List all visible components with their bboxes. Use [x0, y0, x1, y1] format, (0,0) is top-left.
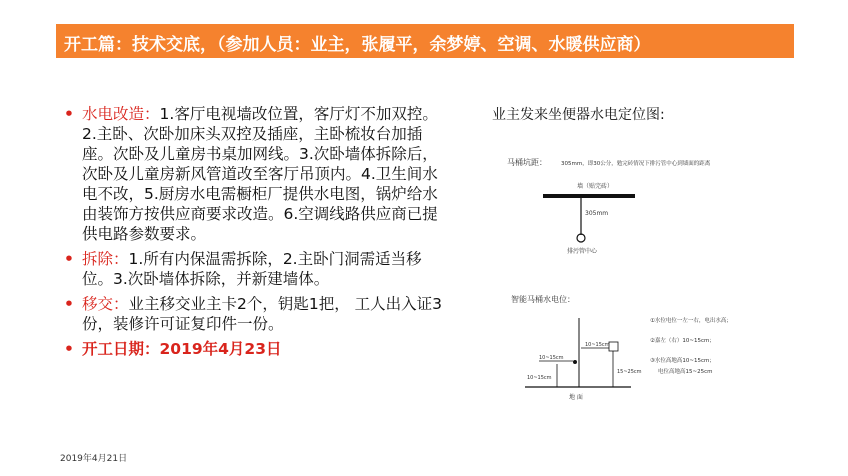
dim-left-lower-label: 10~15cm — [527, 375, 552, 381]
bullet-text: 1.客厅电视墙改位置，客厅灯不加双控。2.主卧、次卧加床头双控及插座，主卧梳妆台加插座。次卧及儿童房书桌加网线。3.次卧墙体拆除后，次卧及儿童房新风管道改至客厅吊顶内。4.卫生间水电不改，5.厨房水电需橱柜厂提供水电图，锅炉给水由装饰方按供应商要求改造。6.空调线路供应商已提供电路参数要求。 — [82, 105, 438, 243]
bullet-dot-icon: • — [64, 295, 74, 313]
toilet-position-diagram — [505, 140, 765, 410]
drain-pipe-icon — [577, 234, 585, 242]
header-bar — [56, 24, 794, 58]
drain-pipe-label: 排污管中心 — [567, 248, 598, 255]
pipe-distance-label: 305mm — [585, 210, 609, 217]
bullet-item-demolition — [64, 249, 444, 289]
start-date-label: 开工日期：2019年4月23日 — [82, 340, 282, 358]
footer-date: 2019年4月21日 — [60, 454, 128, 464]
bullet-item-handover — [64, 294, 444, 334]
floor-label: 地 面 — [569, 394, 583, 401]
bullet-text: 业主移交业主卡2个，钥匙1把， 工人出入证3份，装修许可证复印件一份。 — [82, 295, 443, 333]
smart-note-3: ③水位高地高10~15cm； — [650, 358, 715, 364]
bullet-dot-icon: • — [64, 105, 74, 123]
outlet-box-icon — [609, 342, 618, 351]
page-title: 开工篇：技术交底，（参加人员：业主，张履平，余梦婷、空调、水暖供应商） — [64, 35, 651, 55]
smart-note-2: ②嘉左（右）10~15cm； — [650, 338, 715, 344]
wall-line — [543, 194, 635, 198]
wall-label: 墙（贴完砖） — [577, 183, 614, 190]
bullet-item-start-date — [64, 339, 444, 359]
smart-note-4: 电位高地高15~25cm — [658, 369, 713, 375]
dim-right-label: 15~25cm — [617, 369, 642, 375]
bullet-separator: ： — [113, 295, 129, 313]
bullet-item-plumbing — [64, 104, 444, 244]
bullet-text: 1.所有内保温需拆除，2.主卧门洞需适当移位。3.次卧墙体拆除，并新建墙体。 — [82, 250, 422, 288]
toilet-distance-label: 马桶坑距： — [507, 158, 547, 167]
smart-note-1: ①水位电位一左一右，电出水高； — [650, 318, 732, 324]
bullet-list — [64, 104, 444, 364]
dim-left-upper-label: 10~15cm — [539, 355, 564, 361]
bullet-separator: ： — [144, 105, 160, 123]
diagram-title: 业主发来坐便器水电定位图: — [492, 107, 665, 123]
bullet-dot-icon: • — [64, 340, 74, 358]
bullet-label: 水电改造 — [82, 105, 145, 123]
bullet-separator: ： — [113, 250, 129, 268]
toilet-distance-note: 305mm，即30公分，勉完砖情况下排污管中心到墙面的距离 — [561, 161, 711, 167]
dim-top-label: 10~15cm — [585, 342, 610, 348]
water-valve-icon — [573, 360, 577, 364]
bullet-label: 拆除 — [82, 250, 114, 268]
smart-toilet-label: 智能马桶水电位： — [511, 295, 575, 304]
bullet-dot-icon: • — [64, 250, 74, 268]
bullet-label: 移交 — [82, 295, 114, 313]
